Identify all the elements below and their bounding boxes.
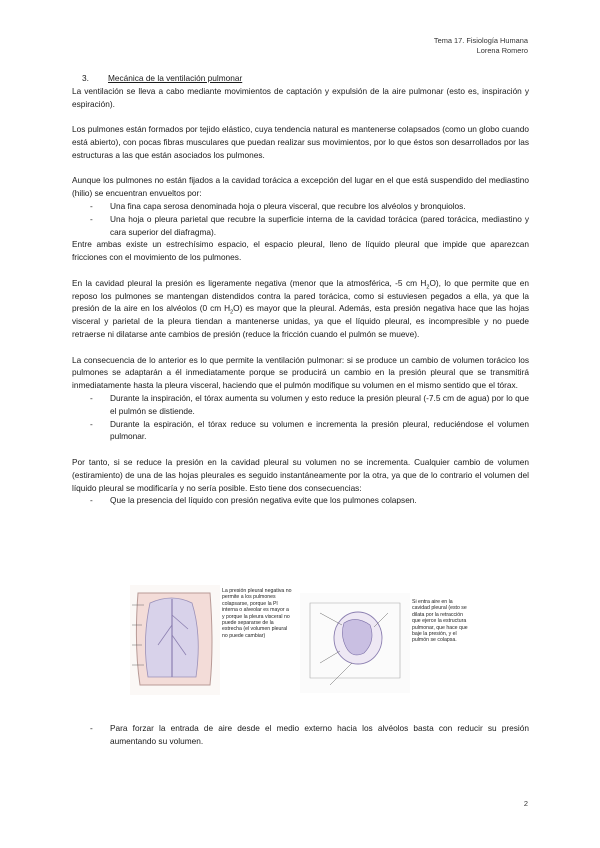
list-item: - Durante la inspiración, el tórax aumenta su volumen y esto reduce la presión pleural (-7.5 cm de agua) por lo que el pulmón se distiende. bbox=[72, 392, 529, 418]
header-author: Lorena Romero bbox=[476, 46, 528, 55]
list-item: - Una hoja o pleura parietal que recubre la superficie interna de la cavidad torácica (pared torácica, mediastino y cara superior del diafragma). bbox=[72, 213, 529, 239]
pressure-text-c: O) es mayor que la pleural. Además, esta presión negativa hace que las hojas visceral y parietal de la pleura tiendan a mantenerse unidas, ya que el líquido pleural, es incompresible y no puede retraerse ni dilatarse ante cambios de presión (reduce la fricción cuando el pulmón se mueve). bbox=[72, 303, 529, 339]
paragraph-pleura-intro: Aunque los pulmones no están fijados a la cavidad torácica a excepción del lugar en el que está suspendido del mediastino (hilio) se encuentran envueltos por: bbox=[72, 175, 529, 199]
list-item: - Que la presencia del líquido con presión negativa evite que los pulmones colapsen. bbox=[72, 494, 529, 507]
subscript: 2 bbox=[230, 310, 234, 316]
subscript: 2 bbox=[426, 284, 430, 291]
paragraph-therefore: Por tanto, si se reduce la presión en la cavidad pleural su volumen no se incrementa. Cualquier cambio de volumen (estiramiento) de una de las hojas pleurales es seguido instantáneamente por la otra, ya que de lo contrario el volumen del líquido pleural se modificaría y no sería posible. Esto tiene dos consecuencias: bbox=[72, 456, 529, 493]
page-number: 2 bbox=[523, 799, 528, 808]
section-number: 3. bbox=[82, 73, 89, 83]
list-item: - Para forzar la entrada de aire desde el medio externo hacia los alvéolos basta con reducir su presión aumentando su volumen. bbox=[72, 722, 529, 748]
paragraph-ventilation: La ventilación se lleva a cabo mediante movimientos de captación y expulsión de la aire pulmonar (esto es, inspiración y espiración). bbox=[72, 85, 529, 109]
section-heading bbox=[72, 72, 529, 85]
lung-figure-left bbox=[130, 585, 220, 695]
right-figure-caption: Si entra aire en la cavidad pleural (esto se dilata por la retracción que ejerce la estructura pulmonar, que hace que baje la presión, y el pulmón se colapsa. bbox=[412, 599, 468, 644]
list-item: - Una fina capa serosa denominada hoja o pleura visceral, que recubre los alvéolos y bronquiolos. bbox=[72, 200, 529, 213]
paragraph-consequence: La consecuencia de lo anterior es lo que permite la ventilación pulmonar: si se produce un cambio de volumen torácico los pulmones se adaptarán a él inmediatamente porque se producirá un cambio en la presión pleural que se transmitirá inmediatamente hasta la pleura visceral, haciendo que el pulmón modifique su volumen en el mismo sentido que el tórax. bbox=[72, 354, 529, 391]
lung-figure-right bbox=[300, 593, 410, 693]
section-title: Mecánica de la ventilación pulmonar bbox=[108, 73, 243, 83]
main-content bbox=[72, 72, 529, 507]
paragraph-lungs-elastic: Los pulmones están formados por tejido elástico, cuya tendencia natural es mantenerse colapsados (como un globo cuando está abierto), con pocas fibras musculares que puedan realizar sus movimientos, por lo que éstos son desarrollados por las estructuras a las que están asociados los pulmones. bbox=[72, 124, 529, 160]
header-course: Tema 17. Fisiología Humana bbox=[433, 36, 528, 45]
list-item: - Durante la espiración, el tórax reduce su volumen e incrementa la presión pleural, reduciéndose el volumen pulmonar. bbox=[72, 418, 529, 444]
figures-area bbox=[130, 585, 470, 705]
consequences-list bbox=[72, 494, 529, 507]
paragraph-pleural-space: Entre ambas existe un estrechísimo espacio, el espacio pleural, lleno de líquido pleural que impide que aparezcan fricciones con el movimiento de los pulmones. bbox=[72, 239, 529, 263]
final-list bbox=[72, 722, 529, 748]
final-consequence bbox=[72, 722, 529, 748]
pressure-text-a: En la cavidad pleural la presión es ligeramente negativa (menor que la atmosférica, -5 cm H bbox=[72, 277, 427, 288]
breathing-list bbox=[72, 392, 529, 443]
page-header bbox=[434, 36, 528, 56]
pressure-text-b: O), lo que permite que en reposo los pulmones se mantengan distendidos contra la pared torácica, como si estuviesen pegados a ella, ya que la presión de la aire en los alvéolos (0 cm H bbox=[72, 277, 529, 314]
paragraph-pleural-pressure bbox=[72, 277, 529, 341]
left-figure-caption: La presión pleural negativa no permite a los pulmones colapsarse, porque la Pl interna o alveolar es mayor a y porque la pleura visceral no puede separarse de la estrecha (el volumen pleural no puede cambiar) bbox=[222, 588, 292, 639]
pleura-list bbox=[72, 200, 529, 238]
